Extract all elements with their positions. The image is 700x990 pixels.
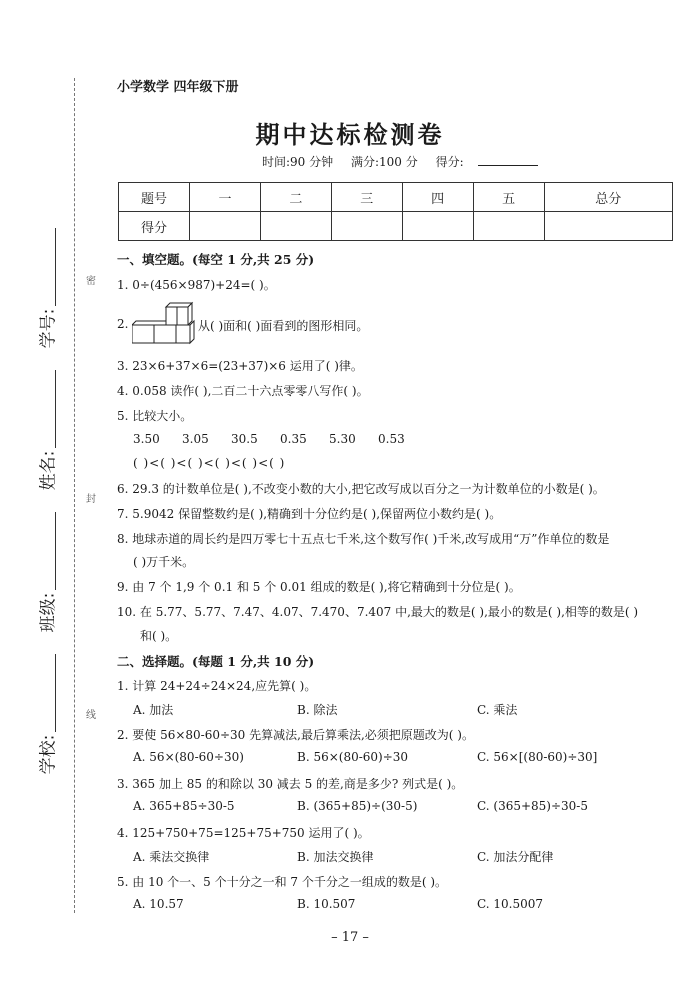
question-2-2-options [133, 750, 597, 764]
option-c[interactable]: C. (365+85)÷30-5 [477, 799, 588, 813]
question-2-1-options [133, 701, 517, 718]
table-cell: 三 [331, 183, 402, 212]
school-field[interactable] [28, 654, 68, 775]
compare-number: 3.05 [182, 432, 209, 446]
option-a[interactable]: A. 365+85÷30-5 [133, 799, 235, 813]
question-1-4: 4. 0.058 读作( ),二百二十六点零零八写作( )。 [117, 384, 369, 398]
option-c[interactable]: C. 加法分配律 [477, 850, 554, 864]
table-cell: 二 [260, 183, 331, 212]
student-number-label: 学号: [38, 308, 59, 349]
question-2-3-options [133, 799, 588, 813]
class-field[interactable] [28, 512, 68, 633]
option-b[interactable]: B. 加法交换律 [297, 850, 374, 864]
table-cell: 四 [402, 183, 473, 212]
binding-dashed-line [74, 78, 75, 913]
question-1-6: 6. 29.3 的计数单位是( ),不改变小数的大小,把它改写成以百分之一为计数单位的小数是( )。 [117, 482, 605, 496]
score-cell[interactable] [473, 212, 544, 241]
option-c[interactable]: C. 乘法 [477, 703, 518, 717]
score-table-header-row [119, 183, 673, 212]
student-name-field[interactable] [28, 370, 68, 491]
question-2-2: 2. 要使 56×80-60÷30 先算减法,最后算乘法,必须把原题改为( )。 [117, 728, 474, 742]
question-2-3: 3. 365 加上 85 的和除以 30 减去 5 的差,商是多少? 列式是( )。 [117, 777, 464, 791]
compare-number: 0.53 [378, 432, 405, 446]
school-label: 学校: [38, 734, 59, 775]
score-cell[interactable] [544, 212, 672, 241]
score-table-score-row [119, 212, 673, 241]
score-cell[interactable] [260, 212, 331, 241]
table-cell: 得分 [119, 212, 190, 241]
table-cell: 五 [473, 183, 544, 212]
question-2-5: 5. 由 10 个一、5 个十分之一和 7 个千分之一组成的数是( )。 [117, 875, 448, 889]
option-a[interactable]: A. 加法 [133, 703, 174, 717]
section1-title: 一、填空题。(每空 1 分,共 25 分) [117, 252, 315, 267]
page-number: – 17 – [331, 930, 369, 945]
compare-answer-row: ( )<( )<( )<( )<( )<( ) [133, 456, 286, 470]
score-cell[interactable] [331, 212, 402, 241]
question-1-9: 9. 由 7 个 1,9 个 0.1 和 5 个 0.01 组成的数是( ),将它精确到十分位是( )。 [117, 580, 521, 594]
option-a[interactable]: A. 乘法交换律 [133, 850, 210, 864]
option-b[interactable]: B. (365+85)÷(30-5) [297, 799, 418, 813]
page-title: 期中达标检测卷 [255, 121, 445, 149]
question-1-8-line2: ( )万千米。 [133, 555, 195, 569]
question-1-10-line1: 10. 在 5.77、5.77、7.47、4.07、7.470、7.407 中,最大的数是( ),最小的数是( ),相等的数是( ) [117, 605, 639, 619]
option-a[interactable]: A. 10.57 [133, 897, 184, 911]
question-2-1: 1. 计算 24+24÷24×24,应先算( )。 [117, 679, 317, 693]
question-1-3: 3. 23×6+37×6=(23+37)×6 运用了( )律。 [117, 359, 363, 373]
question-1-7: 7. 5.9042 保留整数约是( ),精确到十分位约是( ),保留两位小数约是( )。 [117, 507, 502, 521]
full-score: 满分:100 分 [350, 155, 418, 169]
compare-number: 30.5 [231, 432, 258, 446]
question-2-4-options [133, 848, 553, 865]
student-number-field[interactable] [28, 228, 68, 349]
question-1-2-text: 从( )面和( )面看到的图形相同。 [198, 319, 369, 333]
option-b[interactable]: B. 除法 [297, 703, 338, 717]
option-c[interactable]: C. 56×[(80-60)÷30] [477, 750, 598, 764]
compare-number: 0.35 [280, 432, 307, 446]
question-1-8-line1: 8. 地球赤道的周长约是四万零七十五点七千米,这个数写作( )千米,改写成用“万”作单位的数是 [117, 532, 610, 546]
score-cell[interactable] [402, 212, 473, 241]
option-a[interactable]: A. 56×(80-60÷30) [133, 750, 244, 764]
question-1-10-line2: 和( )。 [140, 629, 178, 643]
compare-number: 5.30 [329, 432, 356, 446]
seal-feng: 封 [86, 494, 96, 505]
option-c[interactable]: C. 10.5007 [477, 897, 544, 911]
table-cell: 总分 [544, 183, 672, 212]
table-cell: 题号 [119, 183, 190, 212]
compare-numbers [133, 432, 427, 446]
book-header: 小学数学 四年级下册 [117, 80, 239, 95]
seal-mi: 密 [86, 276, 96, 287]
score-table [118, 182, 673, 241]
time-limit: 时间:90 分钟 [262, 155, 334, 169]
question-1-1: 1. 0÷(456×987)+24=( )。 [117, 278, 276, 292]
score-cell[interactable] [190, 212, 261, 241]
question-2-5-options [133, 897, 543, 911]
compare-number: 3.50 [133, 432, 160, 446]
exam-info [262, 153, 552, 170]
question-1-5: 5. 比较大小。 [117, 409, 193, 423]
score-label: 得分: [435, 155, 464, 169]
seal-xian: 线 [86, 710, 96, 721]
score-blank[interactable] [478, 165, 538, 166]
question-1-2-number: 2. [117, 317, 129, 331]
table-cell: 一 [190, 183, 261, 212]
question-2-4: 4. 125+750+75=125+75+750 运用了( )。 [117, 826, 370, 840]
section2-title: 二、选择题。(每题 1 分,共 10 分) [117, 654, 315, 669]
student-name-label: 姓名: [38, 450, 59, 491]
cube-stack-figure [132, 301, 196, 345]
option-b[interactable]: B. 10.507 [297, 897, 356, 911]
class-label: 班级: [38, 592, 59, 633]
option-b[interactable]: B. 56×(80-60)÷30 [297, 750, 409, 764]
